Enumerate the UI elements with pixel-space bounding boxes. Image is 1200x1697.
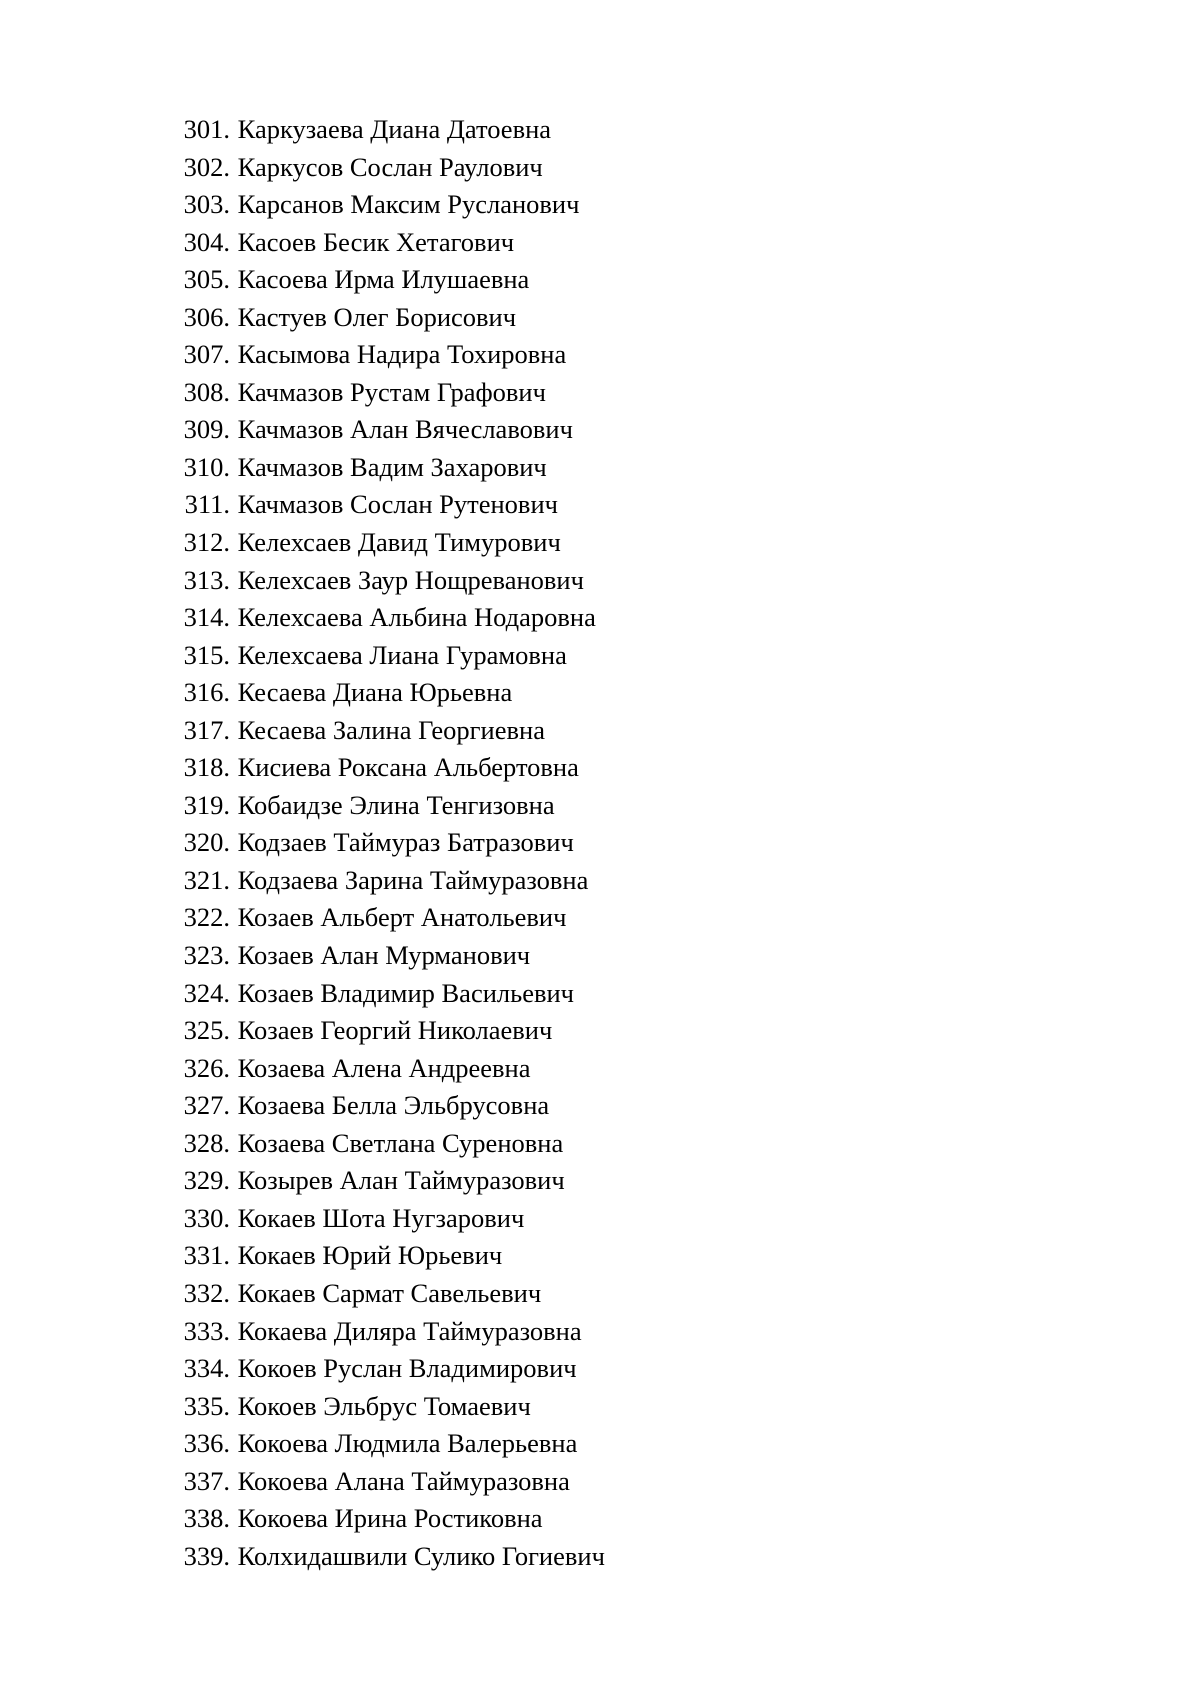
list-item (170, 524, 605, 562)
item-name: Кокоева Алана Таймуразовна (237, 1465, 570, 1496)
item-number: 323. (183, 940, 230, 971)
item-name: Козаева Алена Андреевна (237, 1052, 531, 1083)
list-item (170, 599, 605, 637)
list-item (170, 1087, 605, 1125)
item-number: 334. (183, 1353, 230, 1384)
item-number: 316. (183, 677, 230, 708)
item-name: Кокоев Руслан Владимирович (237, 1353, 577, 1384)
item-name: Козаев Алан Мурманович (237, 940, 531, 971)
item-name: Кокаев Шота Нугзарович (237, 1202, 525, 1233)
list-item (170, 1313, 605, 1351)
item-name: Кастуев Олег Борисович (237, 301, 517, 332)
list-item (170, 1463, 605, 1501)
list-item (170, 374, 605, 412)
item-name: Козаева Белла Эльбрусовна (237, 1090, 550, 1121)
list-item (170, 1538, 605, 1576)
list-item (170, 637, 605, 675)
list-item (170, 787, 605, 825)
list-item (170, 149, 605, 187)
list-item (170, 937, 605, 975)
list-item (170, 1012, 605, 1050)
item-number: 335. (183, 1390, 230, 1421)
item-number: 303. (183, 189, 230, 220)
item-number: 306. (183, 301, 230, 332)
list-item (170, 862, 605, 900)
item-name: Козырев Алан Таймуразович (237, 1165, 565, 1196)
item-name: Каркусов Сослан Раулович (237, 151, 543, 182)
list-item (170, 562, 605, 600)
list-item (170, 449, 605, 487)
name-list (170, 111, 605, 1575)
item-name: Козаев Владимир Васильевич (237, 977, 574, 1008)
item-name: Качмазов Рустам Графович (237, 376, 546, 407)
list-item (170, 1500, 605, 1538)
item-number: 304. (183, 226, 230, 257)
item-number: 333. (183, 1315, 230, 1346)
list-item (170, 749, 605, 787)
list-item (170, 111, 605, 149)
item-number: 307. (183, 339, 230, 370)
list-item (170, 186, 605, 224)
item-number: 326. (183, 1052, 230, 1083)
item-number: 336. (183, 1428, 230, 1459)
item-name: Качмазов Алан Вячеславович (237, 414, 573, 445)
list-item (170, 1162, 605, 1200)
item-number: 315. (183, 639, 230, 670)
item-name: Кесаева Диана Юрьевна (237, 677, 513, 708)
item-name: Кокоев Эльбрус Томаевич (237, 1390, 531, 1421)
item-number: 321. (183, 864, 230, 895)
item-number: 302. (183, 151, 230, 182)
item-name: Келехсаева Лиана Гурамовна (237, 639, 567, 670)
item-number: 331. (183, 1240, 230, 1271)
item-number: 309. (183, 414, 230, 445)
item-name: Кокаев Юрий Юрьевич (237, 1240, 503, 1271)
item-number: 319. (183, 789, 230, 820)
list-item (170, 1425, 605, 1463)
list-item (170, 411, 605, 449)
item-name: Кокаев Сармат Савельевич (237, 1277, 542, 1308)
item-number: 312. (183, 527, 230, 558)
item-name: Кокаева Диляра Таймуразовна (237, 1315, 582, 1346)
item-number: 332. (183, 1277, 230, 1308)
item-number: 311. (184, 489, 230, 520)
item-name: Кокоева Людмила Валерьевна (237, 1428, 578, 1459)
item-name: Келехсаев Заур Нощреванович (237, 564, 584, 595)
list-item (170, 1237, 605, 1275)
list-item (170, 1275, 605, 1313)
list-item (170, 224, 605, 262)
item-number: 314. (183, 602, 230, 633)
item-number: 327. (183, 1090, 230, 1121)
item-name: Карсанов Максим Русланович (237, 189, 580, 220)
item-name: Кесаева Залина Георгиевна (237, 714, 545, 745)
item-number: 328. (183, 1127, 230, 1158)
list-item (170, 261, 605, 299)
item-name: Касоев Бесик Хетагович (237, 226, 515, 257)
list-item (170, 975, 605, 1013)
item-number: 318. (183, 752, 230, 783)
list-item (170, 674, 605, 712)
item-number: 313. (183, 564, 230, 595)
item-number: 301. (183, 114, 230, 144)
list-item (170, 1200, 605, 1238)
item-name: Касоева Ирма Илушаевна (237, 264, 530, 295)
list-item (170, 824, 605, 862)
item-name: Качмазов Вадим Захарович (237, 451, 547, 482)
list-item (170, 336, 605, 374)
list-item (170, 712, 605, 750)
item-name: Кодзаева Зарина Таймуразовна (237, 864, 589, 895)
item-name: Кисиева Роксана Альбертовна (237, 752, 579, 783)
list-item (170, 899, 605, 937)
item-number: 339. (183, 1540, 230, 1571)
item-name: Касымова Надира Тохировна (237, 339, 567, 370)
item-name: Колхидашвили Сулико Гогиевич (237, 1540, 605, 1571)
item-number: 320. (183, 827, 230, 858)
item-name: Келехсаев Давид Тимурович (237, 527, 561, 558)
item-name: Каркузаева Диана Датоевна (237, 114, 552, 144)
list-item (170, 1388, 605, 1426)
item-number: 338. (183, 1503, 230, 1534)
item-number: 330. (183, 1202, 230, 1233)
list-item (170, 486, 605, 524)
item-name: Качмазов Сослан Рутенович (237, 489, 558, 520)
item-number: 310. (183, 451, 230, 482)
item-name: Козаева Светлана Суреновна (237, 1127, 564, 1158)
item-number: 308. (183, 376, 230, 407)
item-name: Козаев Георгий Николаевич (237, 1015, 553, 1046)
list-item (170, 1350, 605, 1388)
item-number: 337. (183, 1465, 230, 1496)
list-item (170, 1125, 605, 1163)
item-number: 324. (183, 977, 230, 1008)
item-name: Келехсаева Альбина Нодаровна (237, 602, 596, 633)
item-name: Кодзаев Таймураз Батразович (237, 827, 574, 858)
item-number: 322. (183, 902, 230, 933)
item-number: 329. (183, 1165, 230, 1196)
item-number: 317. (183, 714, 230, 745)
item-number: 305. (183, 264, 230, 295)
list-item (170, 299, 605, 337)
item-name: Кокоева Ирина Ростиковна (237, 1503, 543, 1534)
item-name: Кобаидзе Элина Тенгизовна (237, 789, 555, 820)
item-number: 325. (183, 1015, 230, 1046)
item-name: Козаев Альберт Анатольевич (237, 902, 567, 933)
list-item (170, 1050, 605, 1088)
